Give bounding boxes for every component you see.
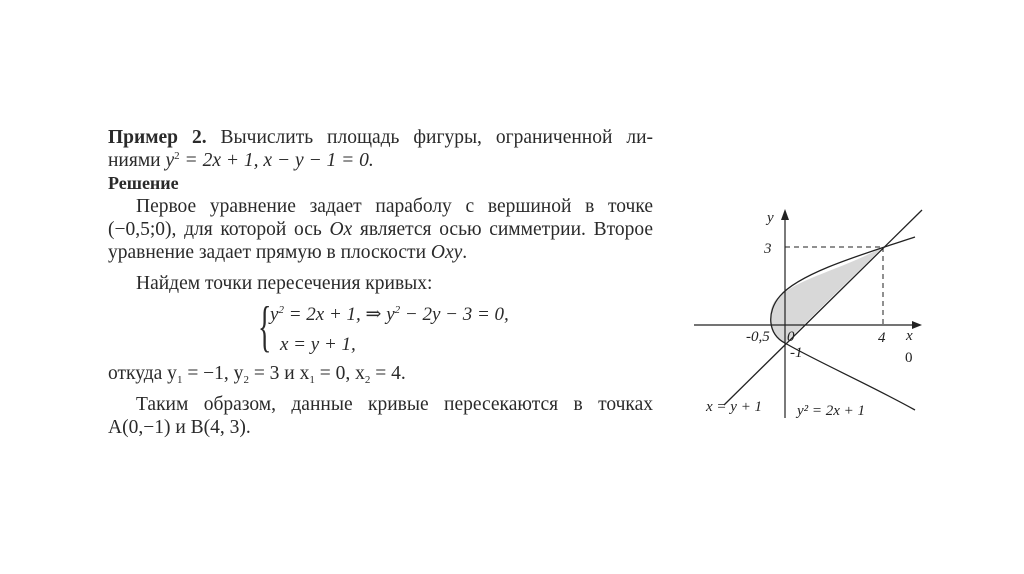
system-row-1: $y^2 = 2x + 1$, ⇒ $y^2 - 2y - 3 = 0$, bbox=[270, 304, 509, 325]
p1-line-3: уравнение задает прямую в плоскости Oxy. bbox=[108, 242, 468, 263]
tick-x4: 4 bbox=[878, 330, 886, 346]
tick-xm05: -0,5 bbox=[746, 329, 770, 345]
line-label: x = y + 1 bbox=[706, 399, 763, 415]
extra-zero: 0 bbox=[905, 350, 913, 366]
x-axis-label: x bbox=[906, 328, 913, 344]
problem-statement-start: Вычислить площадь фигуры, ограниченной ли- bbox=[220, 127, 653, 148]
eq1-rhs: = 2x + 1, x − y − 1 = 0. bbox=[179, 150, 374, 171]
line-x-eq-y-plus-1 bbox=[724, 210, 922, 405]
system-row-2: x = y + 1, bbox=[280, 334, 356, 355]
p3-line-1: Таким образом, данные кривые пересекаются в точках bbox=[136, 394, 653, 415]
solution-heading: Решение bbox=[108, 173, 179, 193]
implies-arrow: ⇒ bbox=[360, 304, 387, 325]
origin-label: 0 bbox=[787, 329, 795, 345]
axis-ox: Ox bbox=[329, 219, 353, 240]
vertex-point: (−0,5;0) bbox=[108, 219, 172, 240]
x-axis-arrow bbox=[912, 321, 922, 329]
p1-line-2: (−0,5;0), для которой ось Ox является осью симметрии. Второе bbox=[108, 219, 653, 240]
problem-line-2: ниями $y^2 = 2x + 1$, x − y − 1 = 0. bbox=[108, 150, 374, 171]
eq1-lhs: y bbox=[165, 150, 175, 171]
y-axis-arrow bbox=[781, 209, 789, 220]
tick-y3: 3 bbox=[764, 241, 772, 257]
problem-title: Пример 2. bbox=[108, 127, 207, 148]
system-brace: { bbox=[258, 296, 272, 358]
tick-ym1: -1 bbox=[790, 345, 803, 361]
problem-statement-prefix: ниями bbox=[108, 150, 161, 171]
plane-oxy: Oxy bbox=[430, 242, 463, 263]
parabola-label: y² = 2x + 1 bbox=[797, 403, 866, 419]
y-axis-label: y bbox=[767, 210, 774, 226]
p3-line-2: A(0,−1) и B(4, 3). bbox=[108, 417, 251, 438]
p1-line-1: Первое уравнение задает параболу с вершиной в точке bbox=[136, 196, 653, 217]
p2-line: Найдем точки пересечения кривых: bbox=[136, 273, 433, 294]
whence-line: откуда $y_1 = -1$, $y_2 = 3$ и $x_1 = 0$, $x_2 = 4$. bbox=[108, 363, 406, 386]
